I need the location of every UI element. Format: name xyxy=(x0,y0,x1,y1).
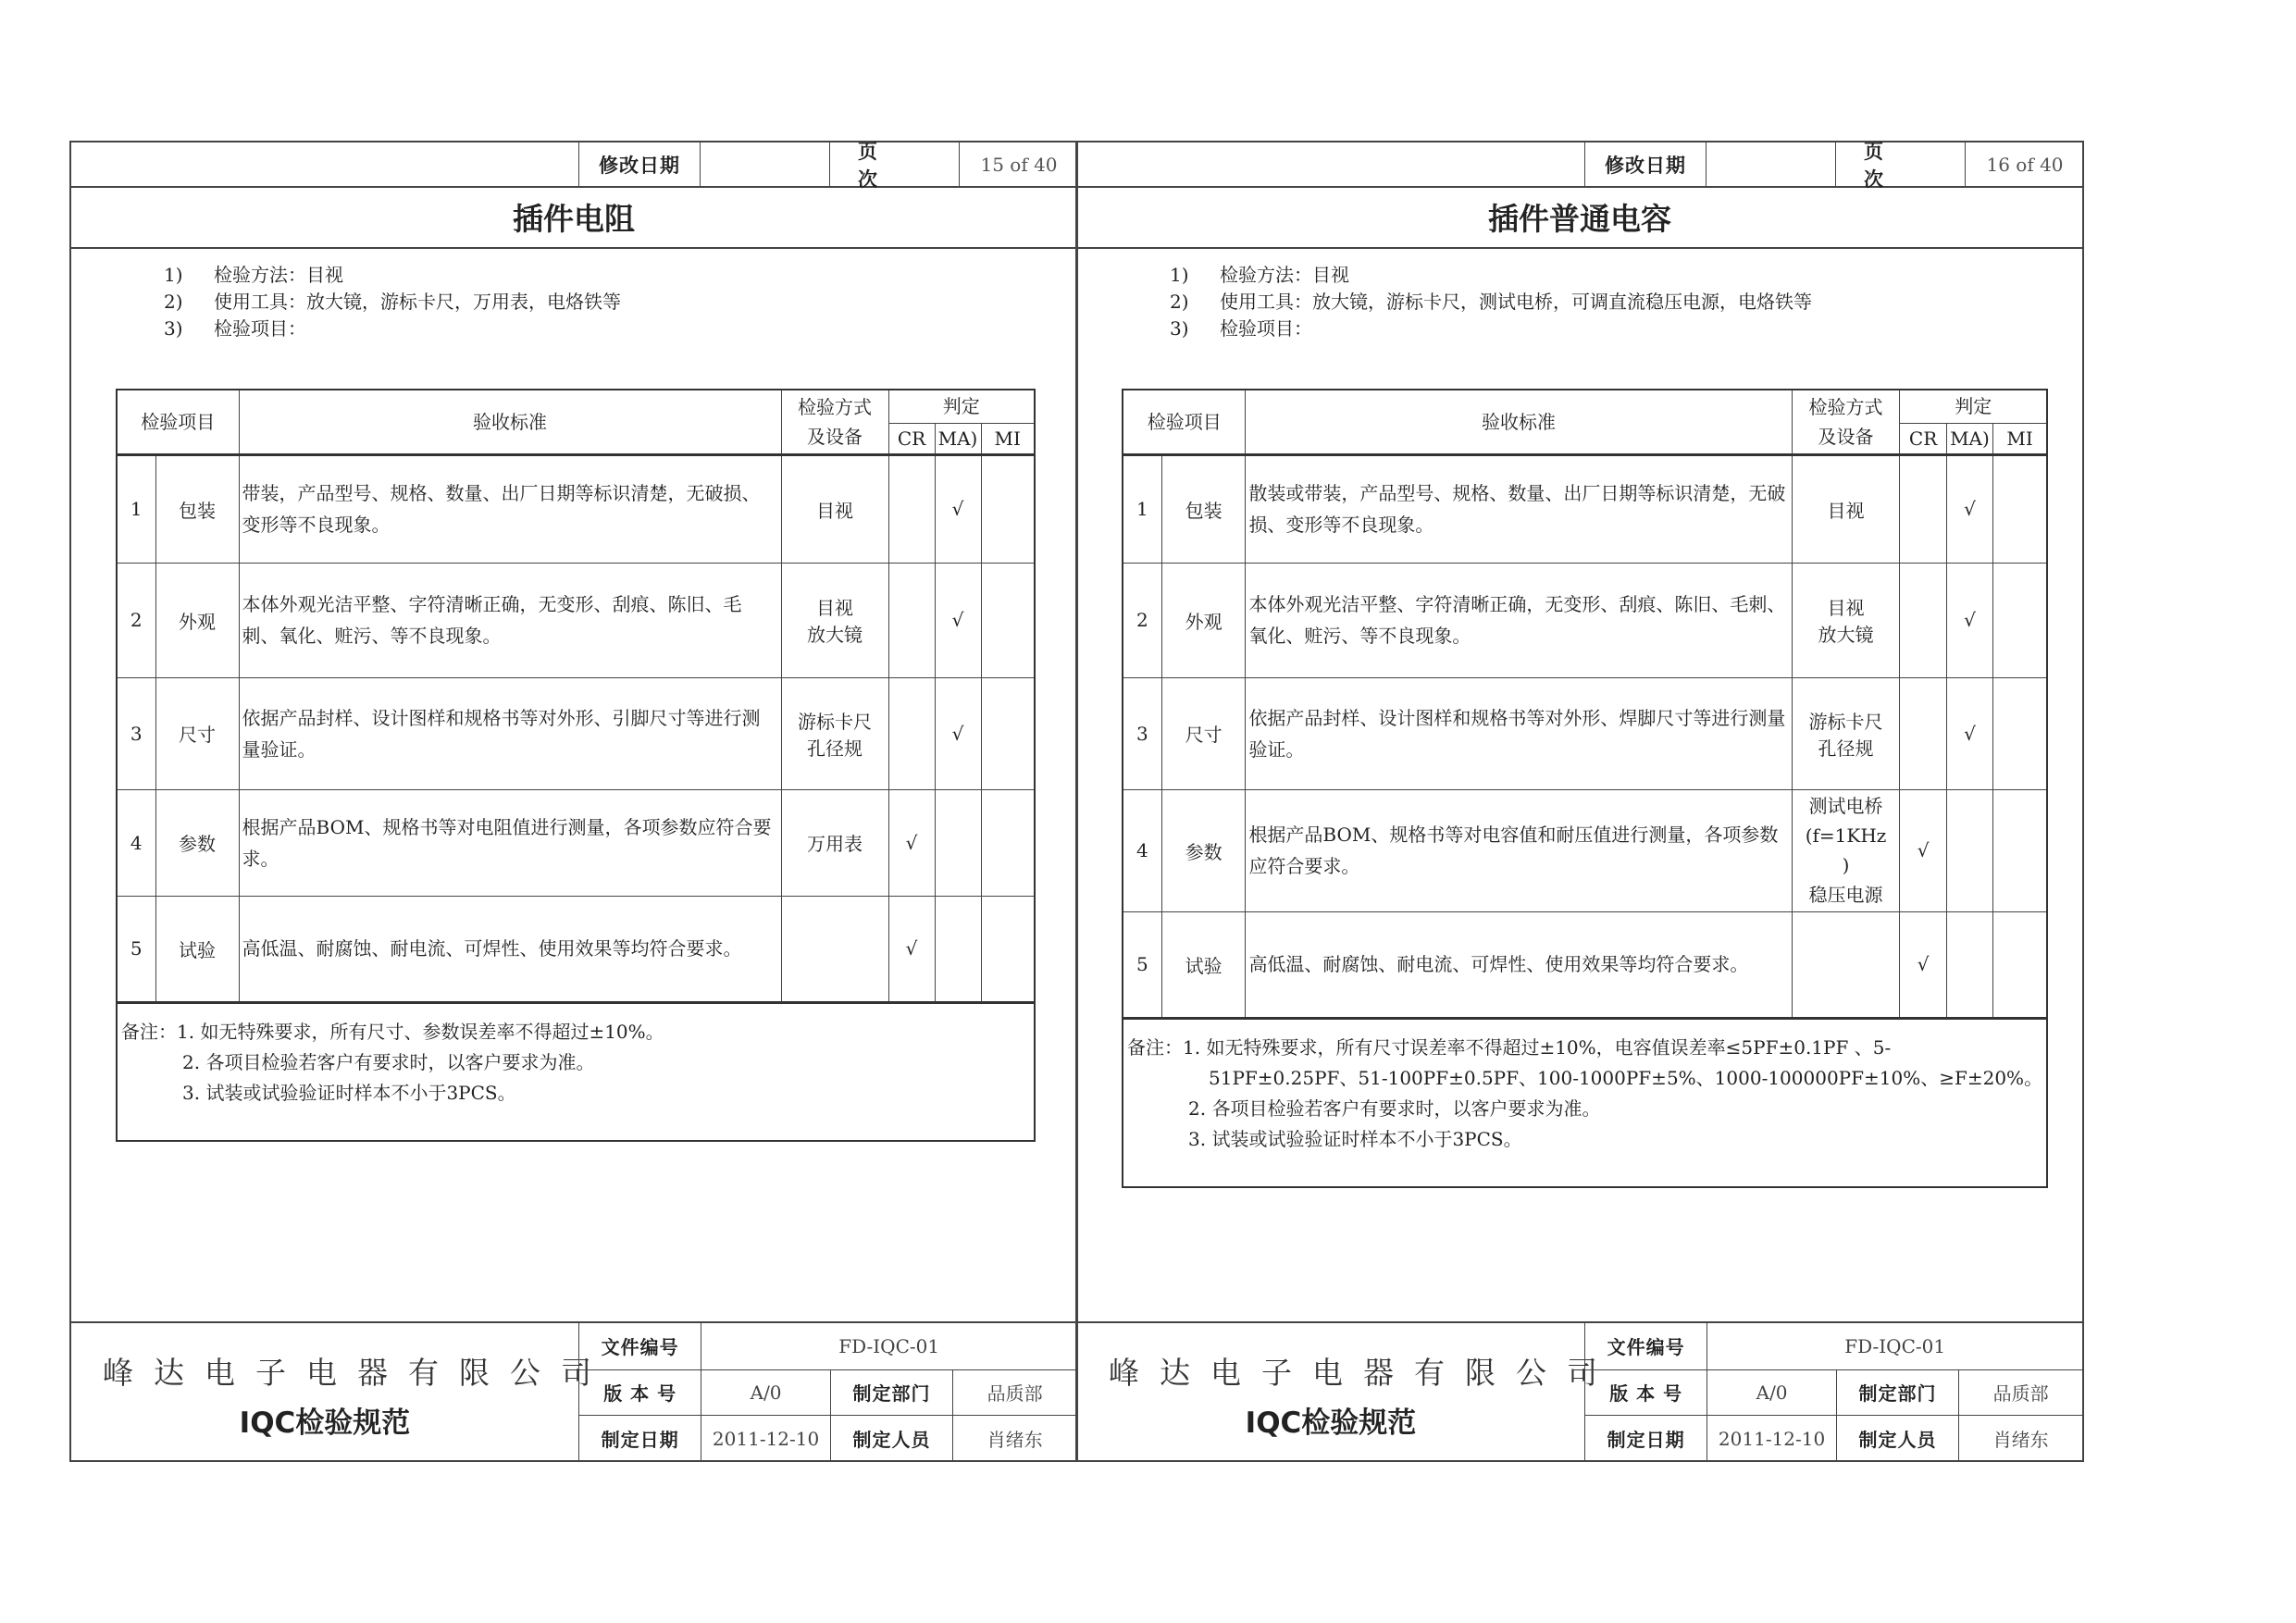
method-line: 游标卡尺 xyxy=(1808,710,1883,733)
revision-date-label: 修改日期 xyxy=(578,142,700,186)
header-method-line2: 及设备 xyxy=(807,425,863,448)
method-line: 目视 xyxy=(816,597,853,619)
remark-line xyxy=(121,1017,1030,1047)
remark-text: 3. 试装或试验验证时样本不小于3PCS。 xyxy=(182,1081,516,1104)
header-ma: MA) xyxy=(935,423,981,454)
remark-text: 3. 试装或试验验证时样本不小于3PCS。 xyxy=(1188,1127,1522,1150)
instruction-text: 检验方法：目视 xyxy=(1220,264,1349,286)
row-method xyxy=(781,789,888,896)
row-mi xyxy=(981,896,1035,1002)
row-method xyxy=(1792,677,1900,789)
author-value: 肖绪东 xyxy=(953,1415,1076,1462)
header-judgement: 判定 xyxy=(1900,390,2047,423)
page-number-value: 15 of 40 xyxy=(959,142,1078,186)
inspection-table xyxy=(116,389,1036,1142)
row-method xyxy=(781,454,888,563)
row-criteria: 高低温、耐腐蚀、耐电流、可焊性、使用效果等均符合要求。 xyxy=(239,896,781,1002)
page-number-label: 页次 xyxy=(1835,142,1965,186)
header-method-line1: 检验方式 xyxy=(798,395,872,418)
header-ma: MA) xyxy=(1946,423,1992,454)
instruction-line xyxy=(1170,262,1812,289)
row-cr: √ xyxy=(888,896,935,1002)
row-number: 3 xyxy=(1123,677,1161,789)
table-row xyxy=(117,896,1035,1002)
remark-line xyxy=(1127,1033,2042,1063)
header-method xyxy=(1792,390,1900,454)
company-name: 峰达电子电器有限公司 xyxy=(103,1355,612,1391)
table-row xyxy=(1123,789,2047,911)
header-mi: MI xyxy=(981,423,1035,454)
row-cr xyxy=(888,563,935,677)
row-mi xyxy=(1993,563,2047,677)
row-method xyxy=(781,563,888,677)
table-row xyxy=(117,789,1035,896)
remark-line xyxy=(1127,1094,2042,1124)
row-method xyxy=(1792,789,1900,911)
inspection-table xyxy=(1122,389,2048,1188)
method-line: 孔径规 xyxy=(807,737,863,760)
method-line: 放大镜 xyxy=(807,624,863,646)
row-ma: √ xyxy=(935,454,981,563)
instruction-number: 2) xyxy=(164,291,183,313)
row-ma xyxy=(935,896,981,1002)
row-ma: √ xyxy=(1946,563,1992,677)
remark-line xyxy=(1127,1063,2042,1094)
remarks xyxy=(117,1002,1035,1141)
header-cr: CR xyxy=(888,423,935,454)
method-line: 万用表 xyxy=(807,833,863,855)
row-item: 包装 xyxy=(155,454,239,563)
version-value: A/0 xyxy=(1707,1369,1837,1415)
document-title: IQC检验规范 xyxy=(1245,1406,1417,1440)
date-label: 制定日期 xyxy=(579,1415,701,1462)
remark-prefix: 备注： xyxy=(121,1020,177,1043)
row-criteria: 高低温、耐腐蚀、耐电流、可焊性、使用效果等均符合要求。 xyxy=(1246,911,1792,1018)
row-criteria: 根据产品BOM、规格书等对电阻值进行测量，各项参数应符合要求。 xyxy=(239,789,781,896)
dept-value: 品质部 xyxy=(1959,1369,2082,1415)
row-ma xyxy=(1946,911,1992,1018)
table-row xyxy=(117,454,1035,563)
inspection-instructions xyxy=(1170,262,1812,342)
instruction-line xyxy=(164,262,621,289)
dept-label: 制定部门 xyxy=(830,1369,952,1415)
row-cr: √ xyxy=(888,789,935,896)
row-method xyxy=(1792,454,1900,563)
page-title: 插件电阻 xyxy=(71,186,1076,249)
method-line: 目视 xyxy=(1827,597,1865,619)
instruction-text: 检验方法：目视 xyxy=(214,264,343,286)
row-mi xyxy=(981,677,1035,789)
instruction-number: 2) xyxy=(1170,291,1189,313)
instruction-text: 使用工具：放大镜，游标卡尺，测试电桥，可调直流稳压电源，电烙铁等 xyxy=(1220,291,1812,313)
remark-line xyxy=(121,1078,1030,1109)
header-inspection-item: 检验项目 xyxy=(117,390,239,454)
row-mi xyxy=(981,789,1035,896)
row-mi xyxy=(1993,454,2047,563)
date-value: 2011-12-10 xyxy=(1707,1415,1837,1462)
instruction-text: 检验项目： xyxy=(1220,317,1312,340)
page-header xyxy=(71,139,1076,191)
row-cr xyxy=(1900,677,1946,789)
date-label: 制定日期 xyxy=(1585,1415,1707,1462)
method-line: 游标卡尺 xyxy=(798,710,872,733)
row-ma: √ xyxy=(935,563,981,677)
instruction-text: 使用工具：放大镜，游标卡尺，万用表，电烙铁等 xyxy=(214,291,621,313)
doc-no-value: FD-IQC-01 xyxy=(701,1323,1076,1369)
row-method xyxy=(781,677,888,789)
row-method xyxy=(1792,563,1900,677)
row-number: 5 xyxy=(117,896,155,1002)
method-line: 放大镜 xyxy=(1818,624,1874,646)
table-row xyxy=(1123,563,2047,677)
row-cr: √ xyxy=(1900,789,1946,911)
remark-text: 51PF±0.25PF、51-100PF±0.5PF、100-1000PF±5%、1000-100000PF±10%、≥F±20%。 xyxy=(1209,1066,2043,1089)
row-item: 尺寸 xyxy=(1161,677,1246,789)
row-cr xyxy=(888,677,935,789)
row-item: 包装 xyxy=(1161,454,1246,563)
row-item: 参数 xyxy=(1161,789,1246,911)
method-line: 稳压电源 xyxy=(1808,884,1883,906)
instruction-line xyxy=(1170,316,1812,342)
row-mi xyxy=(1993,911,2047,1018)
page-title: 插件普通电容 xyxy=(1077,186,2082,249)
row-criteria: 本体外观光洁平整、字符清晰正确，无变形、刮痕、陈旧、毛刺、氧化、赃污、等不良现象。 xyxy=(1246,563,1792,677)
table-row xyxy=(1123,677,2047,789)
remarks xyxy=(1123,1018,2047,1187)
table-row xyxy=(117,563,1035,677)
instruction-line xyxy=(164,289,621,316)
table-row xyxy=(117,677,1035,789)
instruction-line xyxy=(164,316,621,342)
remark-prefix: 备注： xyxy=(1127,1035,1183,1059)
row-item: 参数 xyxy=(155,789,239,896)
row-criteria: 带装，产品型号、规格、数量、出厂日期等标识清楚，无破损、变形等不良现象。 xyxy=(239,454,781,563)
page-number-value: 16 of 40 xyxy=(1965,142,2084,186)
page-header xyxy=(1077,139,2082,191)
row-ma: √ xyxy=(1946,677,1992,789)
dept-value: 品质部 xyxy=(953,1369,1076,1415)
row-number: 4 xyxy=(1123,789,1161,911)
row-cr xyxy=(1900,454,1946,563)
row-number: 5 xyxy=(1123,911,1161,1018)
row-criteria: 根据产品BOM、规格书等对电容值和耐压值进行测量，各项参数应符合要求。 xyxy=(1246,789,1792,911)
author-label: 制定人员 xyxy=(830,1415,952,1462)
method-line: 孔径规 xyxy=(1818,737,1874,760)
company-block xyxy=(1077,1323,1618,1464)
row-number: 2 xyxy=(117,563,155,677)
header-method-line1: 检验方式 xyxy=(1808,395,1883,418)
date-value: 2011-12-10 xyxy=(701,1415,831,1462)
row-number: 1 xyxy=(1123,454,1161,563)
instruction-line xyxy=(1170,289,1812,316)
dept-label: 制定部门 xyxy=(1836,1369,1958,1415)
instruction-text: 检验项目： xyxy=(214,317,306,340)
row-item: 外观 xyxy=(1161,563,1246,677)
row-ma: √ xyxy=(935,677,981,789)
instruction-number: 3) xyxy=(1170,317,1189,340)
page-footer xyxy=(1077,1321,2082,1464)
table-row xyxy=(1123,911,2047,1018)
header-judgement: 判定 xyxy=(888,390,1035,423)
page-number-label: 页次 xyxy=(829,142,959,186)
method-line: 目视 xyxy=(1827,499,1865,522)
row-item: 尺寸 xyxy=(155,677,239,789)
method-line: ) xyxy=(1842,854,1850,876)
header-criteria: 验收标准 xyxy=(1246,390,1792,454)
header-inspection-item: 检验项目 xyxy=(1123,390,1246,454)
remark-line xyxy=(1127,1124,2042,1155)
remark-text: 1. 如无特殊要求，所有尺寸误差率不得超过±10%，电容值误差率≤5PF±0.1PF 、5- xyxy=(1183,1035,1892,1059)
remark-text: 1. 如无特殊要求，所有尺寸、参数误差率不得超过±10%。 xyxy=(177,1020,664,1043)
row-number: 2 xyxy=(1123,563,1161,677)
header-cr: CR xyxy=(1900,423,1946,454)
row-cr xyxy=(888,454,935,563)
header-method xyxy=(781,390,888,454)
doc-no-label: 文件编号 xyxy=(579,1323,701,1369)
revision-date-value xyxy=(700,142,829,186)
revision-date-label: 修改日期 xyxy=(1584,142,1706,186)
row-ma xyxy=(935,789,981,896)
company-name: 峰达电子电器有限公司 xyxy=(1109,1355,1618,1391)
header-mi: MI xyxy=(1993,423,2047,454)
version-label: 版 本 号 xyxy=(1585,1369,1707,1415)
row-criteria: 本体外观光洁平整、字符清晰正确，无变形、刮痕、陈旧、毛刺、氧化、赃污、等不良现象。 xyxy=(239,563,781,677)
row-ma: √ xyxy=(1946,454,1992,563)
row-mi xyxy=(981,563,1035,677)
row-item: 试验 xyxy=(1161,911,1246,1018)
row-item: 试验 xyxy=(155,896,239,1002)
method-line: 测试电桥 xyxy=(1808,795,1883,817)
header-method-line2: 及设备 xyxy=(1818,425,1874,448)
page-footer xyxy=(71,1321,1076,1464)
instruction-number: 1) xyxy=(164,264,183,286)
method-line: 目视 xyxy=(816,499,853,522)
inspection-instructions xyxy=(164,262,621,342)
row-number: 4 xyxy=(117,789,155,896)
row-criteria: 依据产品封样、设计图样和规格书等对外形、引脚尺寸等进行测量验证。 xyxy=(239,677,781,789)
table-row xyxy=(1123,454,2047,563)
remark-text: 2. 各项目检验若客户有要求时，以客户要求为准。 xyxy=(1188,1096,1601,1120)
instruction-number: 1) xyxy=(1170,264,1189,286)
header-criteria: 验收标准 xyxy=(239,390,781,454)
row-method xyxy=(1792,911,1900,1018)
row-cr: √ xyxy=(1900,911,1946,1018)
remark-line xyxy=(121,1047,1030,1078)
spec-page-right xyxy=(1075,141,2084,1462)
row-number: 1 xyxy=(117,454,155,563)
document-info-table xyxy=(1584,1323,2082,1462)
author-label: 制定人员 xyxy=(1836,1415,1958,1462)
row-ma xyxy=(1946,789,1992,911)
doc-no-value: FD-IQC-01 xyxy=(1707,1323,2082,1369)
row-number: 3 xyxy=(117,677,155,789)
row-item: 外观 xyxy=(155,563,239,677)
version-label: 版 本 号 xyxy=(579,1369,701,1415)
row-mi xyxy=(981,454,1035,563)
row-method xyxy=(781,896,888,1002)
row-criteria: 散装或带装，产品型号、规格、数量、出厂日期等标识清楚，无破损、变形等不良现象。 xyxy=(1246,454,1792,563)
row-cr xyxy=(1900,563,1946,677)
doc-no-label: 文件编号 xyxy=(1585,1323,1707,1369)
company-block xyxy=(71,1323,612,1464)
document-title: IQC检验规范 xyxy=(239,1406,411,1440)
row-mi xyxy=(1993,677,2047,789)
author-value: 肖绪东 xyxy=(1959,1415,2082,1462)
instruction-number: 3) xyxy=(164,317,183,340)
version-value: A/0 xyxy=(701,1369,831,1415)
document-info-table xyxy=(578,1323,1076,1462)
row-mi xyxy=(1993,789,2047,911)
spec-page-left xyxy=(69,141,1078,1462)
method-line: (f=1KHz xyxy=(1805,824,1887,847)
remark-text: 2. 各项目检验若客户有要求时，以客户要求为准。 xyxy=(182,1050,595,1073)
revision-date-value xyxy=(1706,142,1835,186)
row-criteria: 依据产品封样、设计图样和规格书等对外形、焊脚尺寸等进行测量验证。 xyxy=(1246,677,1792,789)
